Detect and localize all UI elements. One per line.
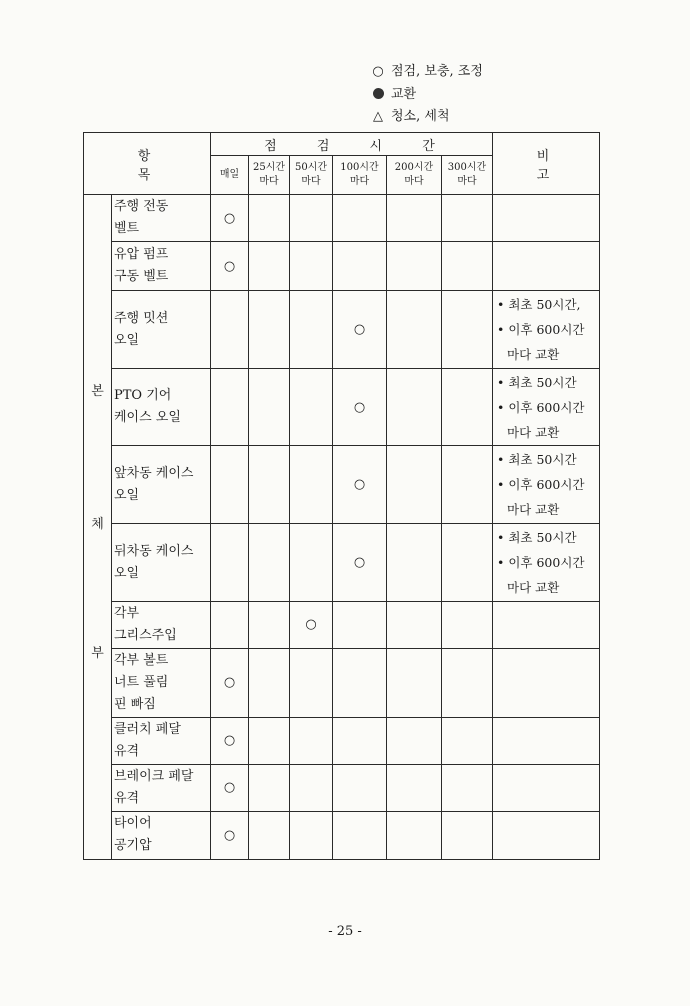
interval-mark: ○ xyxy=(211,195,249,242)
remark-line: • 이후 600시간 xyxy=(497,477,585,493)
interval-mark: ○ xyxy=(333,446,387,524)
interval-mark xyxy=(442,601,493,648)
interval-mark xyxy=(290,717,333,764)
interval-mark xyxy=(442,524,493,601)
interval-mark xyxy=(333,717,387,764)
group-char: 부 xyxy=(91,646,104,661)
remarks-cell xyxy=(493,446,600,524)
interval-header: 100시간 마다 xyxy=(333,156,387,195)
remark-line: 마다 교환 xyxy=(507,502,560,518)
remarks-cell xyxy=(493,369,600,446)
inspection-table xyxy=(83,132,600,860)
interval-mark: ○ xyxy=(211,648,249,717)
remarks-cell xyxy=(493,717,600,764)
legend-text: 교환 xyxy=(391,87,417,102)
interval-mark: ○ xyxy=(211,811,249,859)
interval-mark xyxy=(290,446,333,524)
table-row xyxy=(84,242,600,291)
interval-mark xyxy=(333,811,387,859)
remark-line: • 최초 50시간 xyxy=(497,452,577,468)
remark-line: • 최초 50시간 xyxy=(497,374,577,390)
interval-mark: ○ xyxy=(333,369,387,446)
interval-mark xyxy=(387,601,442,648)
interval-mark xyxy=(249,601,290,648)
item-name: 유압 펌프 구동 벨트 xyxy=(112,242,211,291)
table-row xyxy=(84,648,600,717)
interval-mark xyxy=(387,717,442,764)
interval-mark xyxy=(290,648,333,717)
interval-mark xyxy=(333,764,387,811)
legend-text: 청소, 세척 xyxy=(391,109,450,124)
table-row xyxy=(84,369,600,446)
remark-line: • 이후 600시간 xyxy=(497,399,585,415)
interval-mark xyxy=(249,524,290,601)
interval-mark xyxy=(249,717,290,764)
interval-mark xyxy=(290,764,333,811)
interval-mark xyxy=(249,764,290,811)
interval-header: 50시간 마다 xyxy=(290,156,333,195)
item-name: PTO 기어 케이스 오일 xyxy=(112,369,211,446)
interval-mark xyxy=(442,648,493,717)
table-row xyxy=(84,291,600,369)
interval-mark xyxy=(442,717,493,764)
item-name: 뒤차동 케이스 오일 xyxy=(112,524,211,601)
interval-mark: ○ xyxy=(290,601,333,648)
table-row xyxy=(84,764,600,811)
group-char: 체 xyxy=(91,517,104,532)
remark-line: • 최초 50시간, xyxy=(497,297,581,313)
interval-mark xyxy=(387,524,442,601)
interval-mark xyxy=(333,601,387,648)
item-name: 각부 그리스주입 xyxy=(112,601,211,648)
interval-mark: ○ xyxy=(211,242,249,291)
interval-mark xyxy=(387,291,442,369)
legend-item-replace xyxy=(371,87,416,103)
remarks-cell xyxy=(493,195,600,242)
interval-mark xyxy=(442,764,493,811)
interval-mark xyxy=(442,811,493,859)
remark-line: 마다 교환 xyxy=(507,347,560,363)
interval-header: 200시간 마다 xyxy=(387,156,442,195)
header-remarks: 비 고 xyxy=(493,133,600,195)
interval-mark xyxy=(333,648,387,717)
remarks-cell xyxy=(493,764,600,811)
interval-mark xyxy=(249,648,290,717)
interval-mark xyxy=(442,242,493,291)
interval-header: 300시간 마다 xyxy=(442,156,493,195)
interval-mark xyxy=(442,446,493,524)
interval-mark xyxy=(211,291,249,369)
interval-mark xyxy=(249,291,290,369)
interval-mark xyxy=(333,195,387,242)
interval-mark: ○ xyxy=(211,717,249,764)
interval-mark xyxy=(249,195,290,242)
interval-mark xyxy=(249,242,290,291)
interval-header: 25시간 마다 xyxy=(249,156,290,195)
interval-mark xyxy=(290,242,333,291)
interval-mark xyxy=(290,811,333,859)
item-name: 클러치 페달 유격 xyxy=(112,717,211,764)
table-row xyxy=(84,524,600,601)
interval-mark xyxy=(387,446,442,524)
item-name: 앞차동 케이스 오일 xyxy=(112,446,211,524)
remarks-cell xyxy=(493,811,600,859)
interval-mark xyxy=(442,195,493,242)
item-name: 주행 밋션 오일 xyxy=(112,291,211,369)
interval-mark xyxy=(387,242,442,291)
interval-mark xyxy=(290,291,333,369)
interval-mark: ○ xyxy=(333,291,387,369)
interval-mark: ○ xyxy=(333,524,387,601)
interval-mark xyxy=(290,369,333,446)
remark-line: • 이후 600시간 xyxy=(497,555,585,570)
page-number: - 25 - xyxy=(328,924,362,939)
interval-mark xyxy=(442,291,493,369)
interval-mark xyxy=(387,764,442,811)
item-name: 각부 볼트 너트 풀림 핀 빠짐 xyxy=(112,648,211,717)
interval-mark xyxy=(211,601,249,648)
interval-mark xyxy=(333,242,387,291)
filled-circle-icon xyxy=(373,88,384,99)
triangle-icon: △ xyxy=(373,109,383,124)
legend-item-inspect xyxy=(371,64,483,80)
remarks-cell xyxy=(493,524,600,601)
remark-line: 마다 교환 xyxy=(507,580,560,595)
remark-line: • 최초 50시간 xyxy=(497,530,577,545)
header-inspection-time: 점 검 시 간 xyxy=(211,133,493,156)
interval-mark xyxy=(211,446,249,524)
group-label-body xyxy=(84,195,112,860)
table-row xyxy=(84,601,600,648)
legend-text: 점검, 보충, 조정 xyxy=(391,64,483,79)
header-item: 항 목 xyxy=(84,133,211,195)
remark-line: 마다 교환 xyxy=(507,424,560,440)
interval-mark xyxy=(211,369,249,446)
interval-mark: ○ xyxy=(211,764,249,811)
table-row xyxy=(84,446,600,524)
item-name: 브레이크 페달 유격 xyxy=(112,764,211,811)
item-name: 타이어 공기압 xyxy=(112,811,211,859)
remarks-cell xyxy=(493,601,600,648)
remark-line: • 이후 600시간 xyxy=(497,322,585,338)
table-row xyxy=(84,195,600,242)
remarks-cell xyxy=(493,242,600,291)
interval-mark xyxy=(211,524,249,601)
interval-mark xyxy=(249,369,290,446)
interval-mark xyxy=(387,369,442,446)
circle-icon: ○ xyxy=(372,64,384,79)
interval-mark xyxy=(387,811,442,859)
legend-item-clean xyxy=(371,109,450,125)
remarks-cell xyxy=(493,291,600,369)
interval-header: 매일 xyxy=(211,156,249,195)
remarks-cell xyxy=(493,648,600,717)
interval-mark xyxy=(249,446,290,524)
item-name: 주행 전동 벨트 xyxy=(112,195,211,242)
interval-mark xyxy=(249,811,290,859)
interval-mark xyxy=(387,648,442,717)
group-char: 본 xyxy=(91,384,104,399)
interval-mark xyxy=(442,369,493,446)
table-row xyxy=(84,717,600,764)
interval-mark xyxy=(290,195,333,242)
interval-mark xyxy=(387,195,442,242)
table-row xyxy=(84,811,600,859)
interval-mark xyxy=(290,524,333,601)
